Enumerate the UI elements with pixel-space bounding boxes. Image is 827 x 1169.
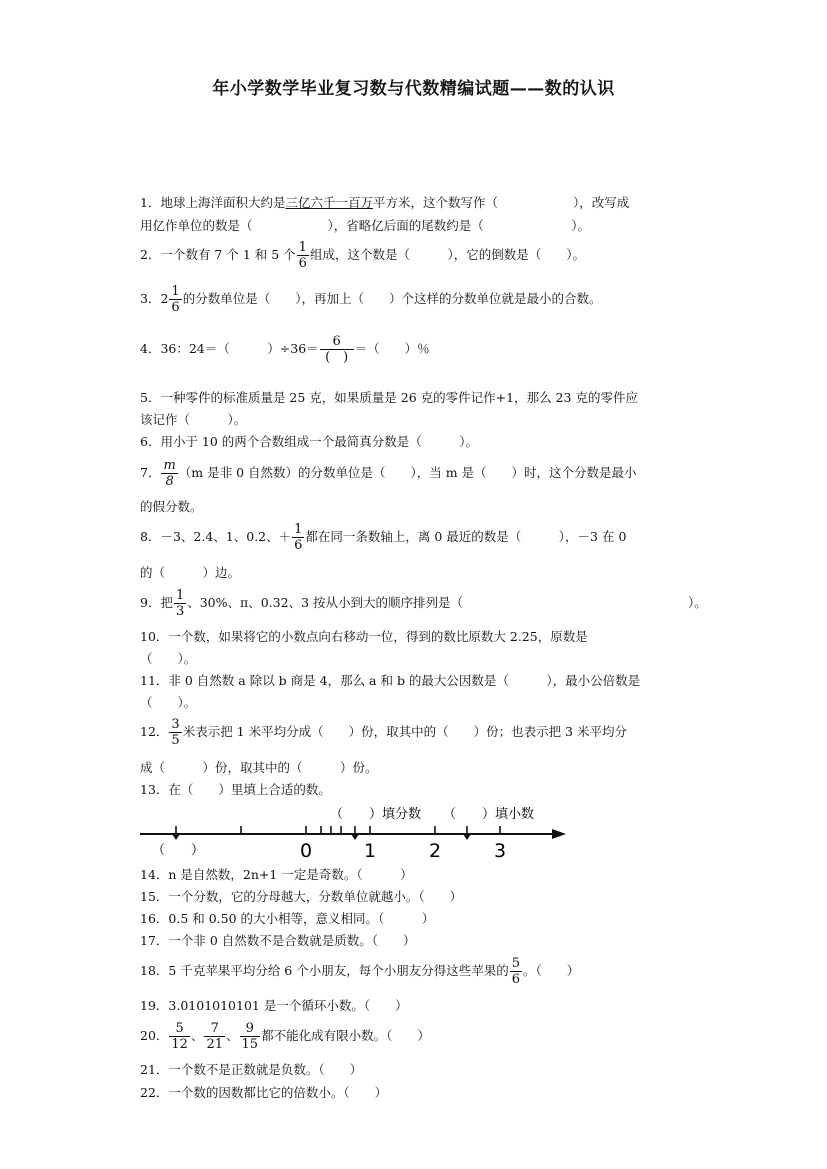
fraction: $\frac{6}{( )}$ [320,334,354,365]
axis-label-3: 3 [493,840,507,862]
pointer-head [172,834,180,840]
fill-left-blank: （ ） [152,843,205,858]
question-20: 20． $\frac{5}{12}$ 、 $\frac{7}{21}$ 、 $\frac{9}{15}$ 都不能化成有限小数。（ ） [140,1021,430,1052]
question-5-continued: 该记作（ ）。 [140,412,247,427]
axis-label-1: 1 [363,840,377,862]
fill-decimal-label: （ ）填小数 [443,807,535,822]
fraction: $\frac{7}{21}$ [206,1021,224,1052]
axis-label-2: 2 [428,840,442,862]
underlined-number-words: 三亿六千一百万 [285,195,373,210]
axis-label-0: 0 [299,840,313,862]
question-5: 5．一种零件的标准质量是 25 克，如果质量是 26 克的零件记作+1，那么 23 克的零件应 [140,390,638,405]
axis-arrow [552,829,566,839]
question-19: 19．3.0101010101 是一个循环小数。（ ） [140,998,408,1013]
question-7-continued: 的假分数。 [140,499,203,514]
question-22: 22．一个数的因数都比它的倍数小。（ ） [140,1085,388,1100]
question-15: 15．一个分数，它的分母越大，分数单位就越小。（ ） [140,889,463,904]
question-16: 16．0.5 和 0.50 的大小相等，意义相同。（ ） [140,911,435,926]
question-7: 7． $\frac{m}{8}$ （m 是非 0 自然数）的分数单位是（ ），当 m 是（ ）时，这个分数是最小 [140,458,637,489]
page-title: 年小学数学毕业复习数与代数精编试题——数的认识 [212,79,615,99]
question-10-continued: （ ）。 [140,651,197,666]
question-11: 11．非 0 自然数 a 除以 b 商是 4，那么 a 和 b 的最大公因数是（ ），最小公倍数是 [140,673,641,688]
fraction: $\frac{3}{5}$ [171,717,180,748]
question-1: 1．地球上海洋面积大约是三亿六千一百万平方米，这个数写作（ ），改写成 [140,195,630,210]
question-18: 18．5 千克苹果平均分给 6 个小朋友，每个小朋友分得这些苹果的 $\frac{5}{6}$ 。（ ） [140,956,580,987]
question-11-continued: （ ）。 [140,695,197,710]
question-12: 12． $\frac{3}{5}$ 米表示把 1 米平均分成（ ）份，取其中的（ ）份；也表示把 3 米平均分 [140,717,627,748]
fraction: $\frac{9}{15}$ [241,1021,259,1052]
question-17: 17．一个非 0 自然数不是合数就是质数。（ ） [140,933,416,948]
fraction: $\frac{5}{6}$ [511,956,521,987]
question-12-continued: 成（ ）份，取其中的（ ）份。 [140,760,378,775]
question-9: 9．把 $\frac{1}{3}$ 、30%、π、0.32、3 按从小到大的顺序排列是（ ）。 [140,588,707,619]
pointer-head [463,834,471,840]
fill-fraction-label: （ ）填分数 [330,807,422,822]
question-21: 21．一个数不是正数就是负数。（ ） [140,1062,363,1077]
fraction: $\frac{m}{8}$ [163,458,176,489]
fraction: $\frac{5}{12}$ [171,1021,188,1052]
question-4: 4．36：24＝（ ）÷36＝ $\frac{6}{( )}$ ＝（ ）％ [140,334,430,365]
fraction: $\frac{1}{6}$ [171,284,180,315]
pointer-head [351,834,359,840]
question-10: 10．一个数，如果将它的小数点向右移动一位，得到的数比原数大 2.25，原数是 [140,629,588,644]
fraction: $\frac{1}{6}$ [294,522,303,553]
question-13: 13．在（ ）里填上合适的数。 [140,782,331,797]
question-2: 2．一个数有 7 个 1 和 5 个 $\frac{1}{6}$ 组成，这个数是（ ），它的倒数是（ ）。 [140,240,585,271]
question-1-continued: 用亿作单位的数是（ ），省略亿后面的尾数约是（ ）。 [140,218,591,233]
question-3: 3．2 $\frac{1}{6}$ 的分数单位是（ ），再加上（ ）个这样的分数单位就是最小的合数。 [140,284,602,315]
fraction: $\frac{1}{6}$ [298,240,307,271]
fraction: $\frac{1}{3}$ [175,588,185,619]
question-6: 6．用小于 10 的两个合数组成一个最简真分数是（ ）。 [140,434,479,449]
question-14: 14．n 是自然数，2n+1 一定是奇数。（ ） [140,867,413,882]
question-8-continued: 的（ ）边。 [140,565,241,580]
question-8: 8．－3、2.4、1、0.2、＋ $\frac{1}{6}$ 都在同一条数轴上，离 0 最近的数是（ ），－3 在 0 [140,522,627,553]
